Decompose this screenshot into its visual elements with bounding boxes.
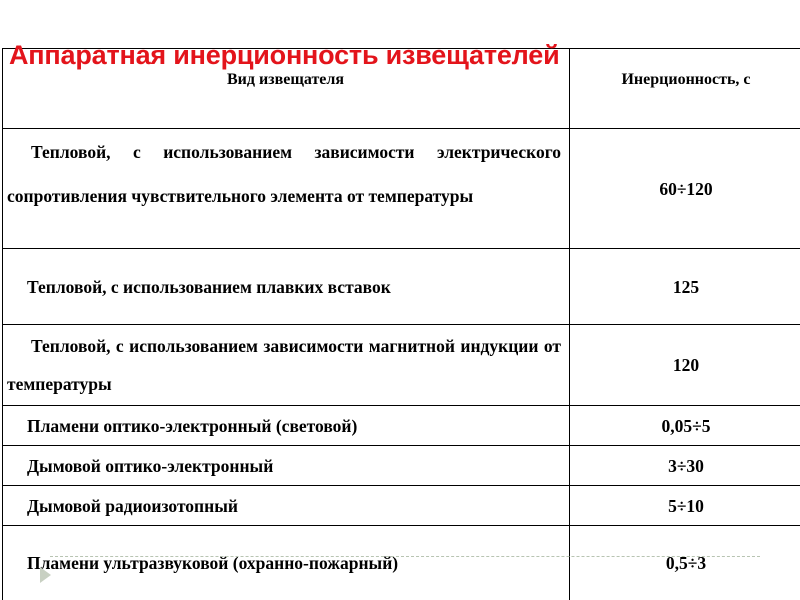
table-cell-inertia: 0,05÷5 bbox=[661, 415, 711, 436]
table-cell-inertia: 120 bbox=[672, 355, 700, 375]
decorative-dashed-line bbox=[50, 556, 760, 557]
table-cell-type: Тепловой, с использованием зависимости электрического сопротивления чувствительного элемента от температуры bbox=[7, 142, 561, 206]
slide-title: Аппаратная инерционность извещателей bbox=[9, 40, 560, 70]
table-cell-inertia: 125 bbox=[672, 276, 700, 297]
table-cell-type: Дымовой радиоизотопный bbox=[27, 495, 238, 516]
table-cell-type: Тепловой, с использованием плавких вставок bbox=[27, 276, 391, 297]
table-cell-inertia: 0,5÷3 bbox=[665, 553, 707, 573]
table-cell-inertia: 5÷10 bbox=[668, 495, 704, 516]
table-cell-type: Тепловой, с использованием зависимости магнитной индукции от температуры bbox=[7, 336, 561, 394]
table-cell-type: Дымовой оптико-электронный bbox=[27, 455, 274, 476]
table-cell-inertia: 60÷120 bbox=[659, 178, 713, 199]
table-cell-type: Пламени ультразвуковой (охранно-пожарный) bbox=[27, 553, 399, 573]
column-header-inertia: Инерционность, с bbox=[621, 71, 751, 88]
table-cell-inertia: 3÷30 bbox=[668, 455, 704, 476]
table-cell-type: Пламени оптико-электронный (световой) bbox=[27, 415, 358, 436]
column-header-type: Вид извещателя bbox=[226, 71, 345, 88]
detector-inertia-table bbox=[2, 48, 800, 600]
triangle-arrow-icon bbox=[40, 567, 51, 583]
